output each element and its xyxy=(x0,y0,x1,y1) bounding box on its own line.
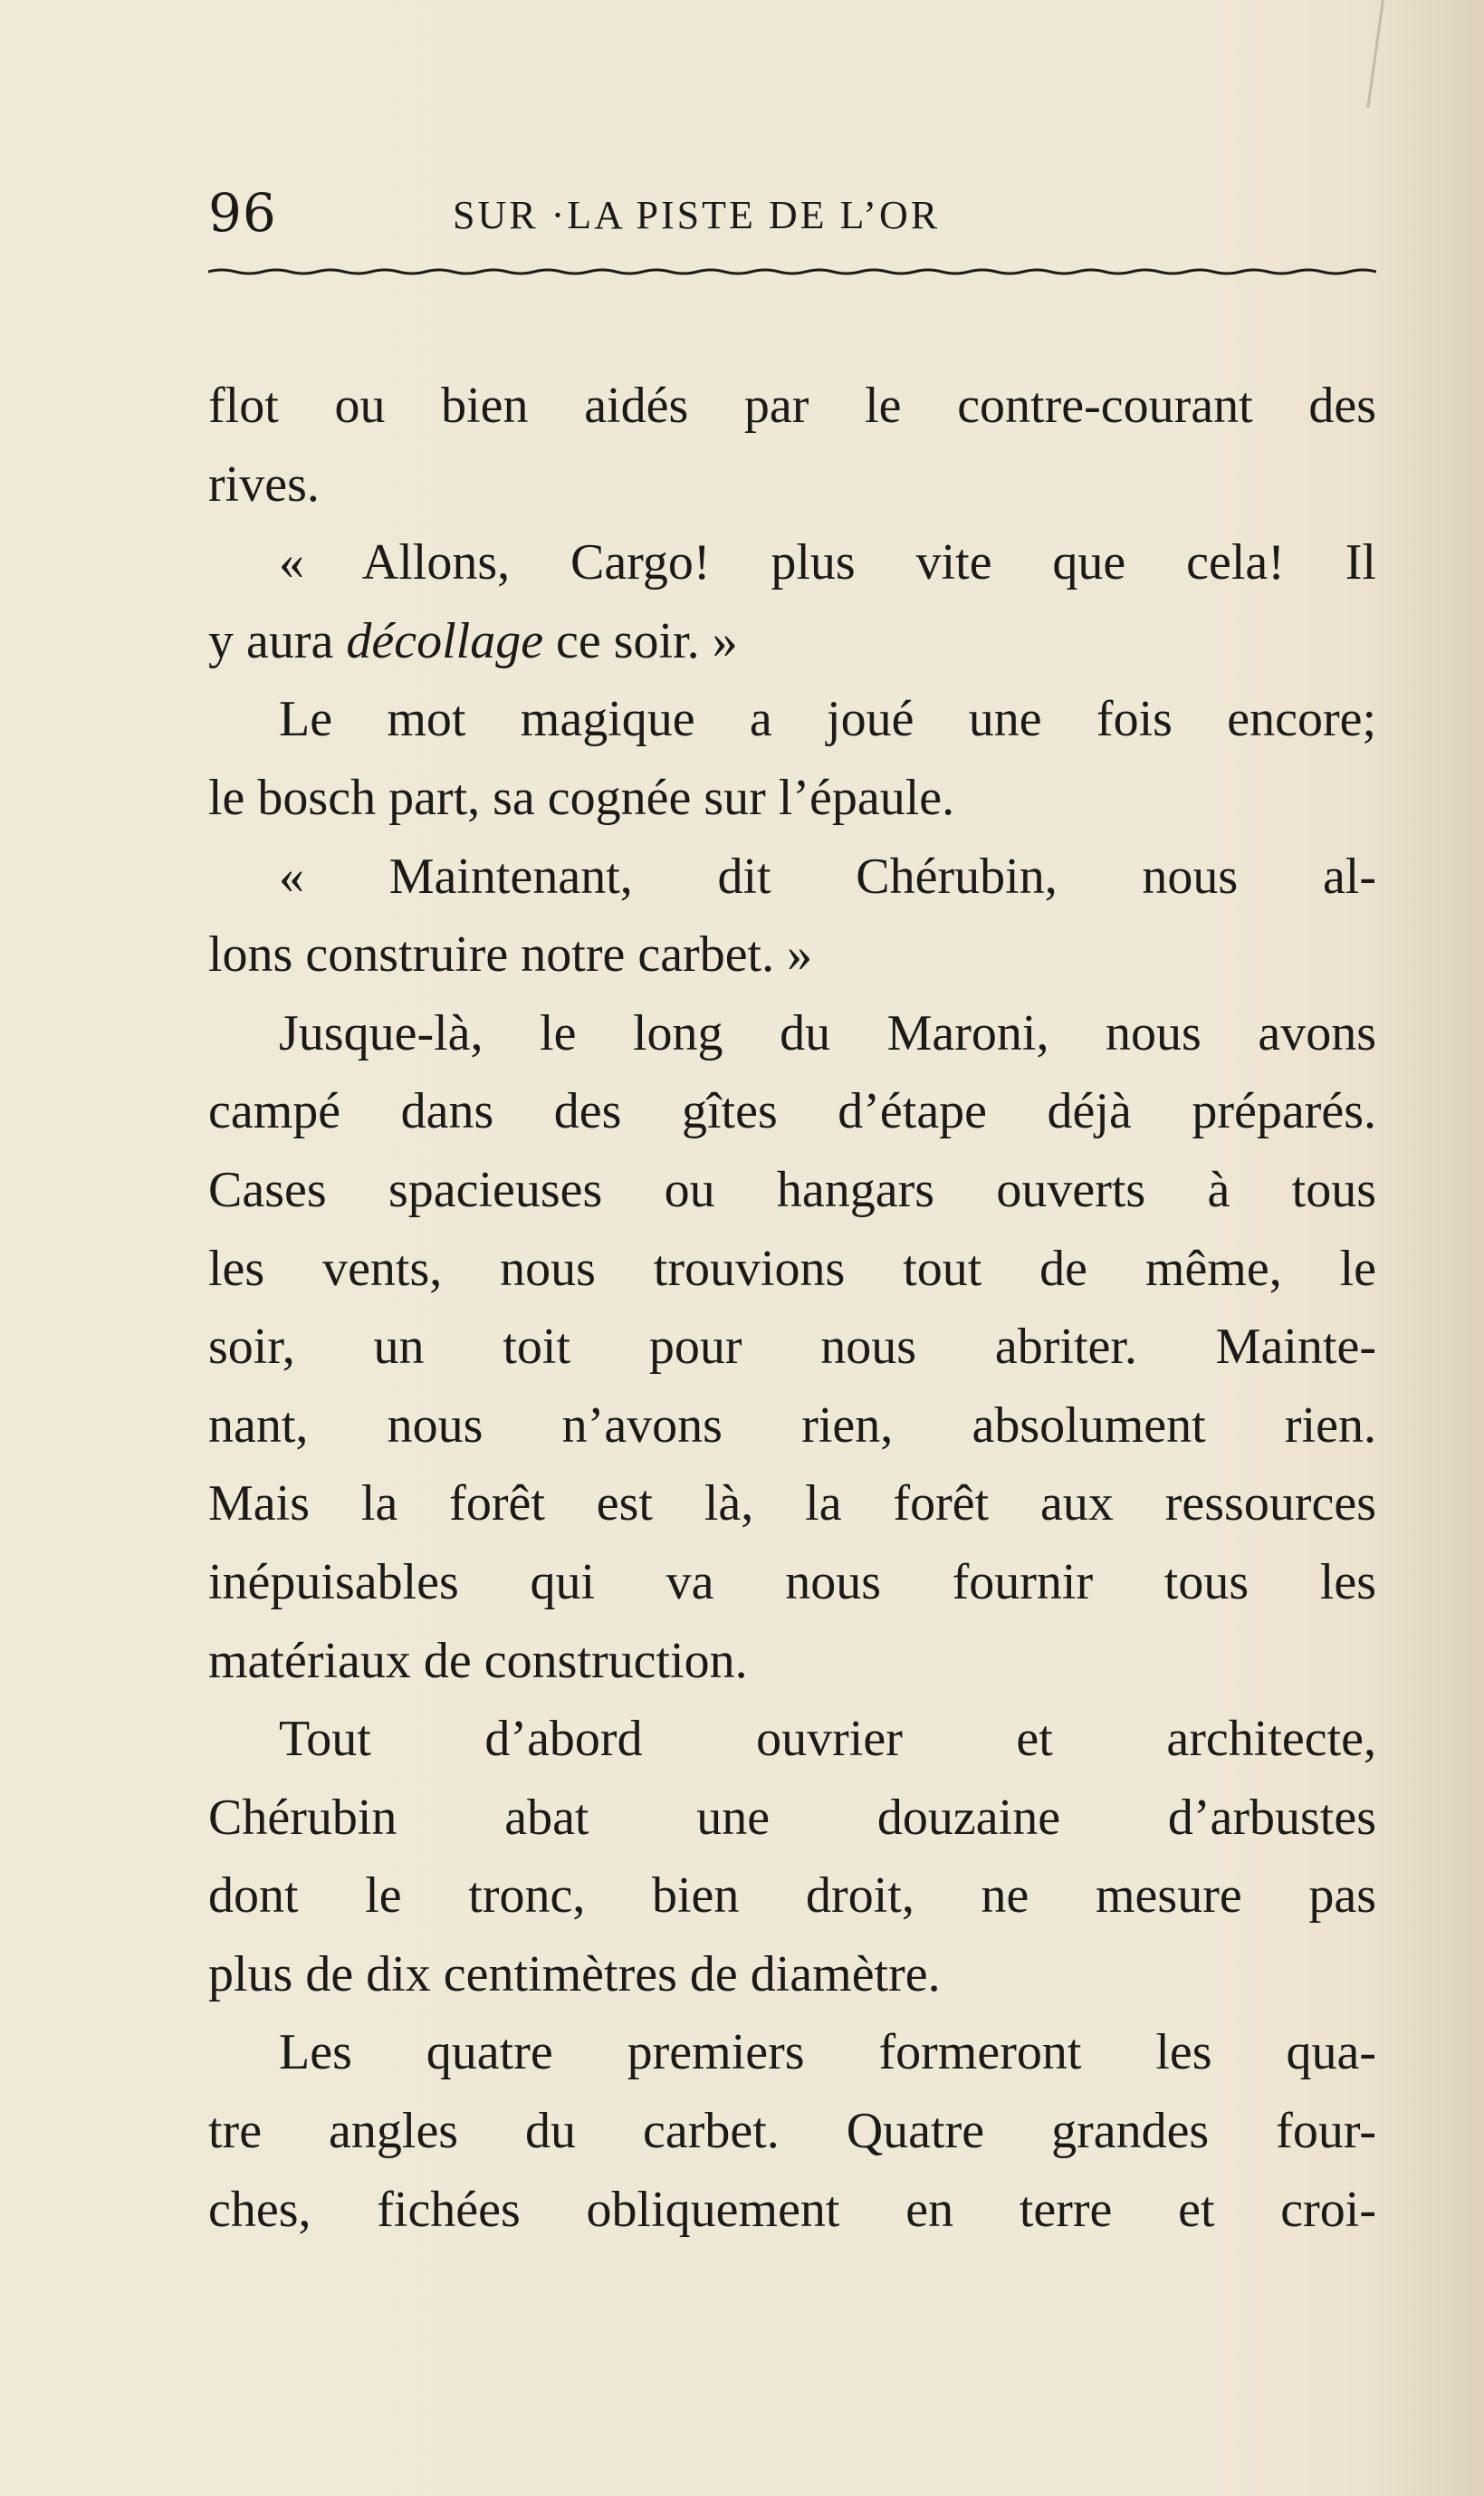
text-line: nant, nous n’avons rien, absolument rien. xyxy=(208,1397,1376,1454)
text-line: inépuisables qui va nous fournir tous les xyxy=(208,1553,1376,1610)
text-line: Tout d’abord ouvrier et architecte, xyxy=(279,1711,1376,1768)
text-line: flot ou bien aidés par le contre-courant des xyxy=(208,378,1376,434)
ornamental-rule xyxy=(208,266,1376,275)
text-line: campé dans des gîtes d’étape déjà préparés. xyxy=(208,1083,1376,1140)
text-line: « Allons, Cargo! plus vite que cela! Il xyxy=(279,534,1376,591)
body-text xyxy=(208,367,1376,2249)
paper-crease xyxy=(1366,0,1384,108)
text-line: tre angles du carbet. Quatre grandes four- xyxy=(208,2103,1376,2160)
running-head xyxy=(208,181,1372,245)
text-line: les vents, nous trouvions tout de même, le xyxy=(208,1240,1376,1297)
text-line: « Maintenant, dit Chérubin, nous al- xyxy=(279,848,1376,905)
italic-word: décollage xyxy=(346,612,544,669)
text-fragment: ce soir. » xyxy=(543,612,738,669)
text-line: dont le tronc, bien droit, ne mesure pas xyxy=(208,1867,1376,1925)
text-line: Cases spacieuses ou hangars ouverts à tous xyxy=(208,1161,1376,1218)
text-line: Le mot magique a joué une fois encore; xyxy=(279,691,1376,748)
book-title: SUR ·LA PISTE DE L’OR xyxy=(453,193,941,237)
text-line: plus de dix centimètres de diamètre. xyxy=(208,1945,941,2002)
text-line: Les quatre premiers formeront les qua- xyxy=(279,2024,1376,2081)
page-number: 96 xyxy=(208,182,277,244)
text-line: rives. xyxy=(208,456,320,513)
text-line: lons construire notre carbet. » xyxy=(208,926,813,984)
text-line: Chérubin abat une douzaine d’arbustes xyxy=(208,1789,1376,1846)
text-line: soir, un toit pour nous abriter. Mainte- xyxy=(208,1319,1376,1376)
text-fragment: y aura xyxy=(208,612,347,669)
text-line: matériaux de construction. xyxy=(208,1632,748,1689)
text-line: le bosch part, sa cognée sur l’épaule. xyxy=(208,769,955,826)
text-line-with-italic xyxy=(208,602,1376,681)
text-line: Mais la forêt est là, la forêt aux ressources xyxy=(208,1475,1376,1532)
text-line: Jusque-là, le long du Maroni, nous avons xyxy=(279,1004,1376,1061)
text-line: ches, fichées obliquement en terre et croi- xyxy=(208,2181,1376,2238)
